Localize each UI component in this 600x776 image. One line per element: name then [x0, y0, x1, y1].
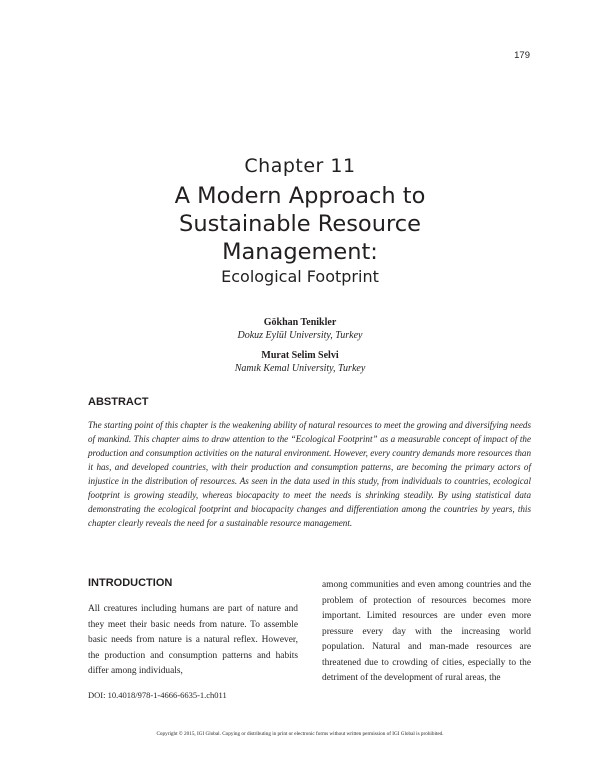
doi: DOI: 10.4018/978-1-4666-6635-1.ch011 [88, 690, 227, 700]
title-line: Management: [222, 239, 378, 265]
title-line: Sustainable Resource [179, 211, 421, 237]
author-affiliation: Dokuz Eylül University, Turkey [237, 330, 363, 341]
author-block [0, 349, 600, 375]
intro-right-column: among communities and even among countries and the problem of protection of resources becomes more important. Limited resources are under even more pressure every day with the increasing world population. Natural and man-made resources are threatened due to crowding of cities, especially to the detriment of the development of rural areas, the [322, 580, 531, 683]
author-name: Gökhan Tenikler [263, 317, 337, 328]
chapter-label: Chapter 11 [244, 155, 356, 177]
author-block [0, 316, 600, 342]
author-name: Murat Selim Selvi [261, 350, 339, 361]
title-line: A Modern Approach to [174, 183, 426, 209]
intro-left-column: All creatures including humans are part of nature and they meet their basic needs from nature. To assemble basic needs from nature is a natural reflex. However, the production and consumption patterns and habits differ among individuals, [88, 604, 298, 676]
abstract-text: The starting point of this chapter is the weakening ability of natural resources to meet the growing and diversifying needs of mankind. This chapter aims to draw attention to the “Ecological Footprint” as a measurable concept of impact of the production and consumption activities on the natural environment. However, every country demands more resources than it has, and developed countries, with their production and consumption patterns, are becoming the primary actors of injustice in the distribution of resources. As seen in the data used in this study, from individuals to countries, ecological footprint is growing steadily, whereas biocapacity to meet the needs is shrinking steadily. By using statistical data demonstrating the ecological footprint and biocapacity changes and differentiation among the countries by years, this chapter clearly reveals the need for a sustainable resource management. [88, 420, 531, 528]
page-number: 179 [514, 50, 530, 61]
introduction-heading: INTRODUCTION [88, 577, 173, 589]
copyright-notice: Copyright © 2015, IGI Global. Copying or distributing in print or electronic forms without written permission of IGI Global is prohibited. [156, 731, 444, 737]
chapter-title [0, 182, 600, 266]
author-affiliation: Namık Kemal University, Turkey [234, 363, 366, 374]
chapter-subtitle: Ecological Footprint [221, 267, 379, 286]
abstract-heading: ABSTRACT [88, 396, 149, 408]
